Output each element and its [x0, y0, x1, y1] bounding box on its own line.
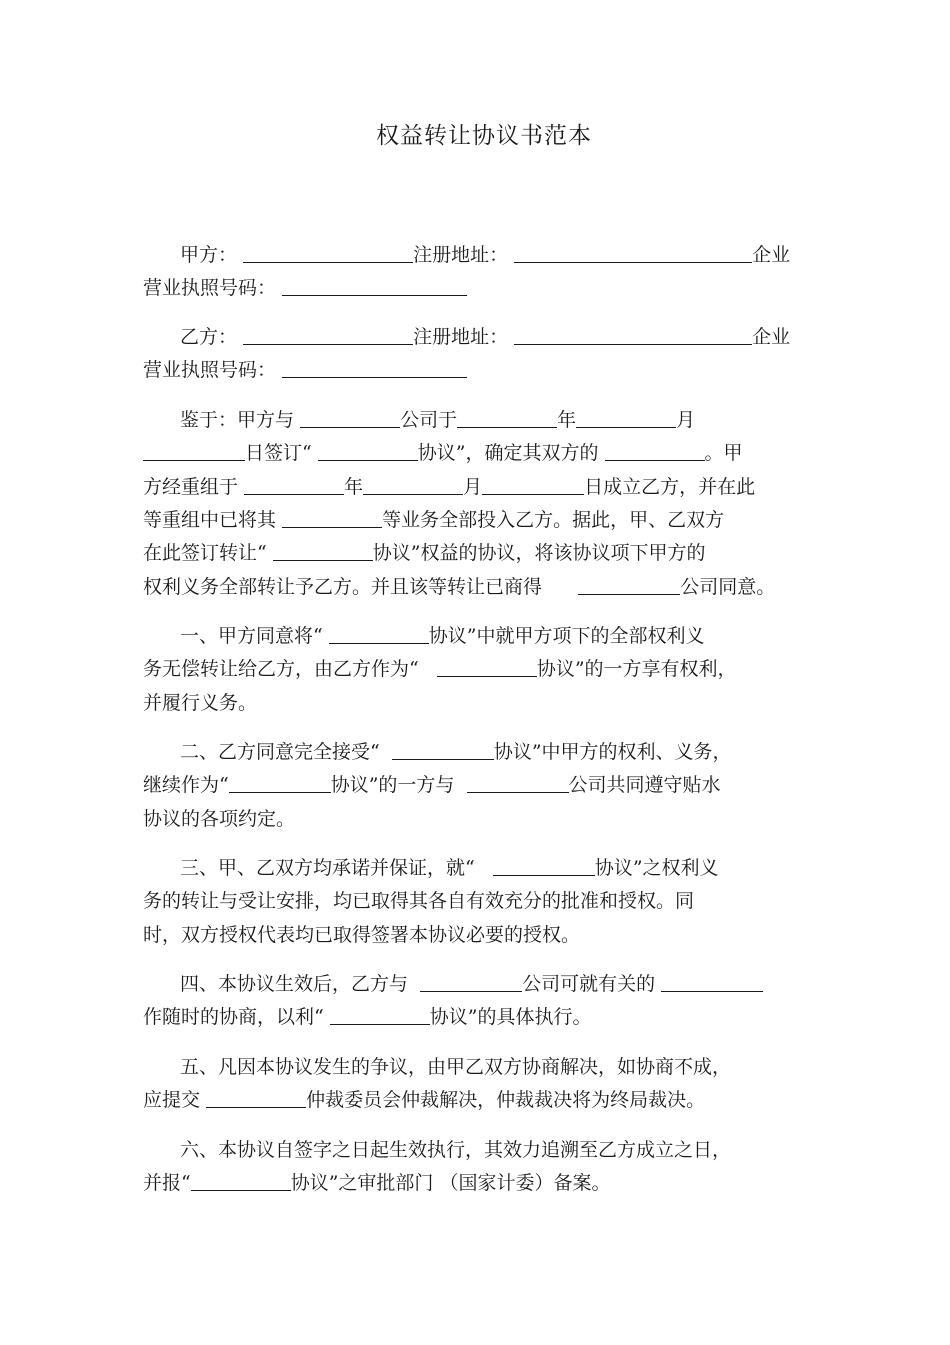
blank-field — [605, 442, 705, 461]
recital-text: 等业务全部投入乙方。据此，甲、乙双方 — [382, 509, 725, 531]
party-a-label: 甲方： — [180, 244, 238, 266]
clause-text: 应提交 — [143, 1089, 201, 1111]
clause-text: 协议”中就甲方项下的全部权利义 — [428, 625, 705, 647]
party-b-line — [180, 324, 790, 350]
clause-1-line-1 — [180, 623, 704, 649]
clause-text: 协议”之审批部门 （国家计委）备案。 — [290, 1172, 611, 1194]
blank-field — [143, 442, 245, 461]
party-b-address-label: 注册地址： — [413, 326, 509, 348]
clause-text: 三、甲、乙双方均承诺并保证，就“ — [180, 857, 475, 879]
clause-2-line-3: 协议的各项约定。 — [143, 808, 296, 830]
party-a-license-blank — [282, 277, 467, 296]
recital-text: 年 — [557, 409, 577, 431]
clause-text: 协议”之权利义 — [594, 857, 719, 879]
clause-3-line-2: 务的转让与受让安排，均已取得其各自有效充分的批准和授权。同 — [143, 890, 695, 912]
party-b-license-label: 营业执照号码： — [143, 359, 277, 381]
clause-text: 协议”的具体执行。 — [429, 1006, 592, 1028]
recital-line-4 — [143, 507, 724, 533]
blank-field — [392, 741, 494, 760]
clause-1-line-3: 并履行义务。 — [143, 692, 258, 714]
blank-field — [363, 476, 463, 495]
blank-field — [244, 476, 344, 495]
clause-text: 协议”的一方享有权利， — [536, 658, 737, 680]
clause-5-line-2 — [143, 1087, 705, 1113]
recital-text: 等重组中已将其 — [143, 509, 277, 531]
recital-line-2 — [143, 440, 743, 466]
blank-field — [191, 1172, 291, 1191]
blank-field — [273, 542, 373, 561]
party-a-line-tail: 企业 — [752, 244, 791, 266]
clause-4-line-1 — [180, 971, 763, 997]
recital-text: 权利义务全部转让予乙方。并且该等转让已商得 — [143, 576, 543, 598]
blank-field — [661, 973, 763, 992]
clause-text: 公司共同遵守贴水 — [568, 774, 721, 796]
clause-2-line-1 — [180, 739, 732, 765]
party-b-license-line — [143, 357, 467, 383]
clause-text: 仲裁委员会仲裁解决，仲裁裁决将为终局裁决。 — [306, 1089, 706, 1111]
clause-text: 作随时的协商，以利“ — [143, 1006, 324, 1028]
blank-field — [493, 857, 595, 876]
clause-text: 一、甲方同意将“ — [180, 625, 323, 647]
recital-line-5 — [143, 540, 705, 566]
blank-field — [420, 973, 522, 992]
recital-text: 。甲 — [704, 442, 743, 464]
party-a-line — [180, 242, 790, 268]
party-a-address-blank — [514, 244, 752, 263]
clause-text: 务无偿转让给乙方，由乙方作为“ — [143, 658, 419, 680]
clause-text: 协议”的一方与 — [330, 774, 455, 796]
blank-field — [457, 409, 557, 428]
blank-field — [467, 774, 569, 793]
recital-text: 日成立乙方，并在此 — [584, 476, 756, 498]
recital-text: 月 — [676, 409, 696, 431]
recital-line-1 — [180, 407, 695, 433]
party-a-license-line — [143, 275, 467, 301]
blank-field — [300, 409, 400, 428]
blank-field — [330, 1006, 430, 1025]
clause-3-line-1 — [180, 855, 719, 881]
blank-field — [318, 442, 418, 461]
recital-text: 年 — [344, 476, 364, 498]
recital-line-3 — [143, 474, 755, 500]
recital-text: 公司于 — [400, 409, 458, 431]
clause-text: 并报“ — [143, 1172, 191, 1194]
blank-field — [482, 476, 584, 495]
party-a-name-blank — [243, 244, 413, 263]
party-b-address-blank — [514, 326, 752, 345]
party-a-address-label: 注册地址： — [413, 244, 509, 266]
clause-text: 公司可就有关的 — [522, 973, 656, 995]
clause-3-line-3: 时，双方授权代表均已取得签署本协议必要的授权。 — [143, 924, 581, 946]
clause-2-line-2 — [143, 772, 721, 798]
clause-text: 继续作为“ — [143, 774, 229, 796]
clause-1-line-2 — [143, 656, 737, 682]
recital-text: 日签订“ — [245, 442, 312, 464]
recital-text: 协议”，确定其双方的 — [417, 442, 599, 464]
clause-5-line-1: 五、凡因本协议发生的争议，由甲乙双方协商解决，如协商不成， — [180, 1056, 732, 1078]
blank-field — [578, 576, 680, 595]
party-b-line-tail: 企业 — [752, 326, 791, 348]
blank-field — [282, 509, 382, 528]
blank-field — [329, 625, 429, 644]
clause-text: 协议”中甲方的权利、义务， — [493, 741, 732, 763]
clause-text: 四、本协议生效后，乙方与 — [180, 973, 409, 995]
document-title: 权益转让协议书范本 — [376, 123, 592, 149]
recital-text: 鉴于：甲方与 — [180, 409, 295, 431]
party-b-license-blank — [282, 359, 467, 378]
recital-line-6 — [143, 574, 775, 600]
clause-text: 二、乙方同意完全接受“ — [180, 741, 380, 763]
clause-6-line-1: 六、本协议自签字之日起生效执行，其效力追溯至乙方成立之日， — [180, 1139, 732, 1161]
clause-4-line-2 — [143, 1004, 591, 1030]
party-b-label: 乙方： — [180, 326, 238, 348]
recital-text: 在此签订转让“ — [143, 542, 267, 564]
party-b-name-blank — [243, 326, 413, 345]
blank-field — [229, 774, 331, 793]
recital-text: 公司同意。 — [680, 576, 776, 598]
blank-field — [206, 1089, 306, 1108]
blank-field — [437, 658, 537, 677]
recital-text: 方经重组于 — [143, 476, 239, 498]
blank-field — [576, 409, 676, 428]
party-a-license-label: 营业执照号码： — [143, 277, 277, 299]
recital-text: 月 — [463, 476, 483, 498]
recital-text: 协议”权益的协议，将该协议项下甲方的 — [372, 542, 706, 564]
clause-6-line-2 — [143, 1170, 610, 1196]
